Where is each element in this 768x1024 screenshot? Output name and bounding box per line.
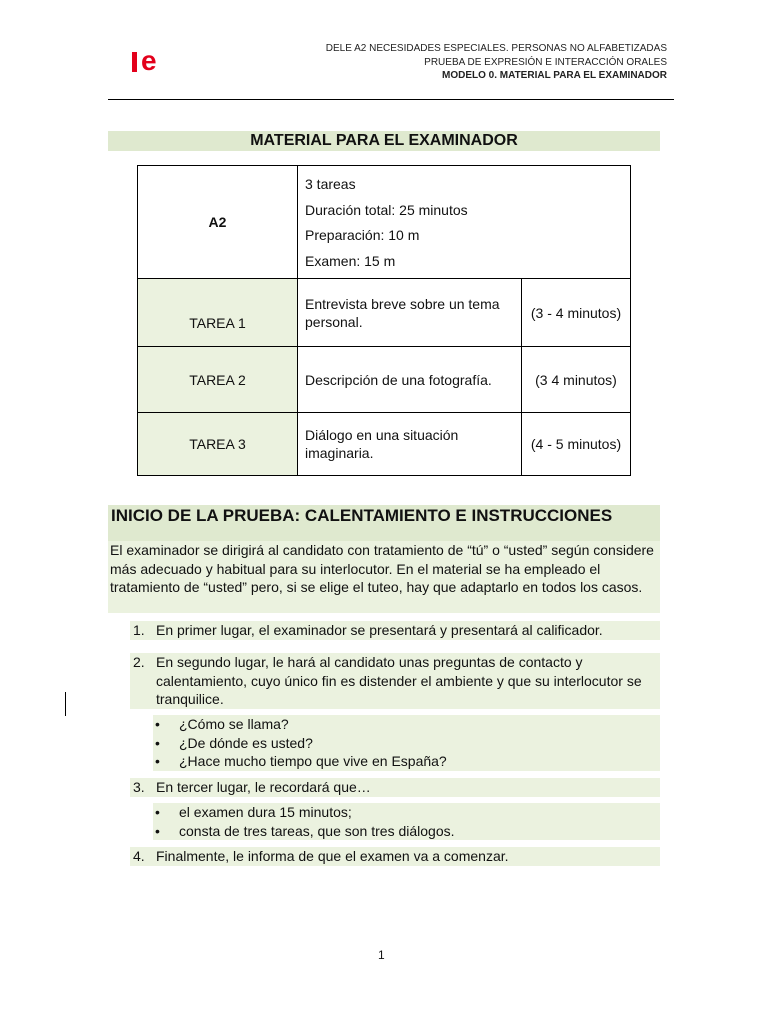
step-text: Finalmente, le informa de que el examen va a comenzar. [156,848,509,864]
task-label: TAREA 3 [138,413,298,476]
info-duration: Duración total: 25 minutos [305,201,468,218]
list-item: • ¿Cómo se llama? [155,716,289,732]
list-item [130,778,660,797]
page-number: 1 [378,948,385,962]
task-duration: (4 - 5 minutos) [522,413,631,476]
step-number: 1. [133,622,145,638]
header-line-3: MODELO 0. MATERIAL PARA EL EXAMINADOR [441,70,667,81]
table-row [138,413,631,476]
header-rule [108,99,674,100]
task-table [137,165,631,476]
info-exam: Examen: 15 m [305,252,396,269]
list-item [130,847,660,866]
info-tasks: 3 tareas [305,176,356,192]
section-heading: INICIO DE LA PRUEBA: CALENTAMIENTO E INSTRUCCIONES [108,505,660,541]
table-row [138,347,631,413]
step-number: 4. [133,848,145,864]
step-number: 3. [133,779,145,795]
task-description: Descripción de una fotografía. [298,347,522,413]
list-item: • ¿De dónde es usted? [155,734,313,751]
level-cell: A2 [138,166,298,279]
page-title: MATERIAL PARA EL EXAMINADOR [108,131,660,151]
step-text: En segundo lugar, le hará al candidato unas preguntas de contacto y calentamiento, cuyo único fin es distender el ambiente y que su interlocutor se tranquilice. [156,654,642,707]
list-item: • ¿Hace mucho tiempo que vive en España? [155,753,447,769]
text-cursor [65,692,66,716]
step-text: En tercer lugar, le recordará que… [156,779,371,795]
task-duration: (3 - 4 minutos) [522,279,631,347]
logo-bar [132,52,137,72]
instituto-cervantes-logo [132,45,172,76]
list-item [130,621,660,640]
table-row [138,279,631,347]
task-description: Entrevista breve sobre un tema personal. [298,279,522,347]
task-label: TAREA 1 [138,279,298,347]
info-preparation: Preparación: 10 m [305,227,420,243]
header-line-1: DELE A2 NECESIDADES ESPECIALES. PERSONAS NO ALFABETIZADAS [325,43,667,54]
question-list [153,715,660,771]
task-duration: (3 4 minutos) [522,347,631,413]
step-text: En primer lugar, el examinador se presentará y presentará al calificador. [156,622,603,638]
intro-paragraph: El examinador se dirigirá al candidato con tratamiento de “tú” o “usted” según considere más adecuado y habitual para su interlocutor. En el material se ha empleado el tratamiento de “usted” pero, si se elige el tuteo, hay que adaptarlo en todos los casos. [108,541,660,613]
list-item: • consta de tres tareas, que son tres diálogos. [155,822,455,839]
step-number: 2. [133,654,145,670]
task-label: TAREA 2 [138,347,298,413]
info-cell [298,166,631,279]
header-line-2: PRUEBA DE EXPRESIÓN E INTERACCIÓN ORALES [424,57,667,68]
list-item: • el examen dura 15 minutos; [155,804,352,820]
reminder-list [153,803,660,840]
task-description: Diálogo en una situación imaginaria. [298,413,522,476]
list-item [130,653,660,709]
logo-letter: e [141,45,157,76]
